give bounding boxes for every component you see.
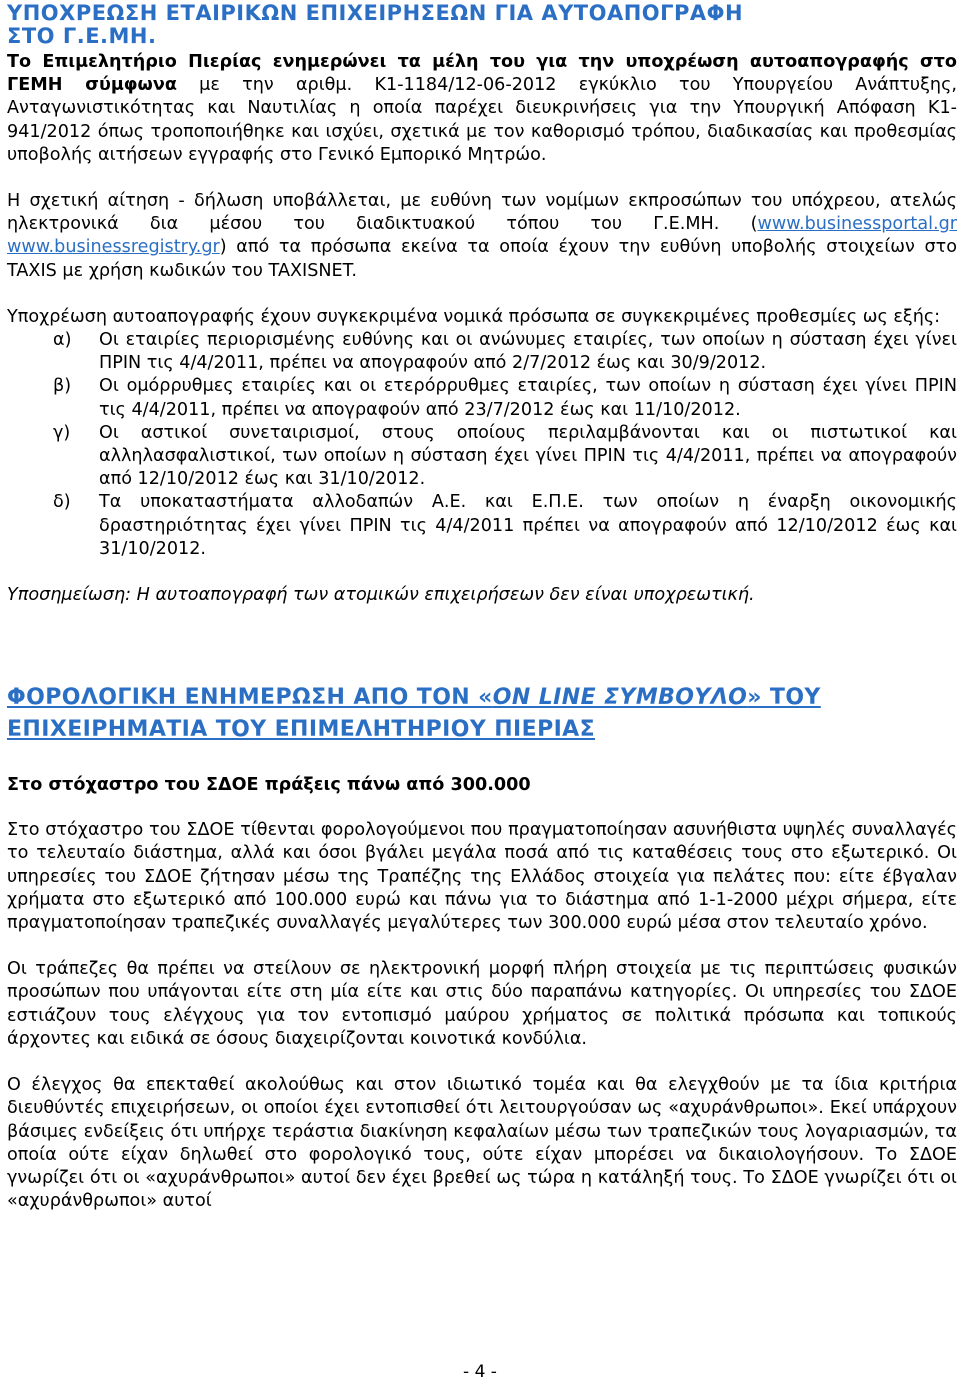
obligation-list [7, 329, 957, 561]
application-text-after: από τα πρόσωπα εκείνα τα οποία έχουν την ευθύνη υποβολής στοιχείων στο TAXIS με χρήση κωδικών του TAXISNET. [7, 237, 957, 281]
list-item [7, 375, 957, 421]
businessregistry-link[interactable]: www.businessregistry.gr [7, 237, 220, 258]
list-item-text: Τα υποκαταστήματα αλλοδαπών Α.Ε. και Ε.Π.Ε. των οποίων η έναρξη οικονομικής δραστηριότητας έχει γίνει ΠΡΙΝ τις 4/4/2011 πρέπει να απογραφούν από 12/10/2012 έως και 31/10/2012. [99, 492, 957, 559]
section2-paragraph-2: Οι τράπεζες θα πρέπει να στείλουν σε ηλεκτρονική μορφή πλήρη στοιχεία με τις περιπτώσεις φυσικών προσώπων που υπάγονται είτε στη μία είτε και στις δύο παραπάνω κατηγορίες. Οι υπηρεσίες του ΣΔΟΕ εστιάζουν τους ελέγχους για τον εντοπισμό μαύρου χρήματος σε πολιτικά πρόσωπα και τοπικούς άρχοντες και ειδικά σε όσους διαχειρίζονται κοινοτικά κονδύλια. [7, 959, 957, 1049]
businessportal-link[interactable]: www.businessportal.gr [757, 214, 957, 235]
footnote: Υποσημείωση: Η αυτοαπογραφή των ατομικών επιχειρήσεων δεν είναι υποχρεωτική. [7, 585, 755, 606]
section2-title-before: ΦΟΡΟΛΟΓΙΚΗ ΕΝΗΜΕΡΩΣΗ ΑΠΟ ΤΟΝ « [7, 685, 493, 711]
list-item-text: Οι εταιρίες περιορισμένης ευθύνης και οι ανώνυμες εταιρίες, των οποίων η σύσταση έχει γίνει ΠΡΙΝ τις 4/4/2011, πρέπει να απογραφούν από 2/7/2012 έως και 30/9/2012. [99, 330, 957, 374]
list-item-text: Οι αστικοί συνεταιρισμοί, στους οποίους περιλαμβάνονται και οι πιστωτικοί και αλληλασφαλιστικοί, των οποίων η σύσταση έχει γίνει ΠΡΙΝ τις 4/4/2011, πρέπει να απογραφούν από 12/10/2012 έως και 31/10/2012. [99, 422, 957, 490]
list-item-label: γ) [53, 422, 71, 443]
section2-paragraph-1: Στο στόχαστρο του ΣΔΟΕ τίθενται φορολογούμενοι που πραγματοποίησαν ασυνήθιστα υψηλές συναλλαγές το τελευταίο διάστημα, αλλά και όσοι βγάλει μεγάλα ποσά από τις καταθέσεις τους στο εξωτερικό. Οι υπηρεσίες του ΣΔΟΕ ζήτησαν μέσω της Τραπέζης της Ελλάδος στοιχεία για πελάτες που: είτε έβγαλαν χρήματα στο εξωτερικό από 100.000 ευρώ και πάνω για το διάστημα από 1-1-2000 μέχρι σήμερα, είτε πραγματοποίησαν τραπεζικές συναλλαγές μεγαλύτερες των 300.000 ευρώ μέσα στον τελευταίο χρόνο. [7, 820, 957, 934]
list-item [7, 422, 957, 492]
list-item-label: α) [53, 330, 72, 351]
section2-subheading: Στο στόχαστρο του ΣΔΟΕ πράξεις πάνω από 300.000 [7, 775, 531, 796]
intro-rest: με την αριθμ. Κ1-1184/12-06-2012 εγκύκλιο του Υπουργείου Ανάπτυξης, Ανταγωνιστικότητας και Ναυτιλίας η οποία παρέχει διευκρινήσεις για την Υπουργική Απόφαση Κ1-941/2012 όπως τροποποιήθηκε και ισχύει, σχετικά με τον καθορισμό τρόπου, διαδικασίας και προθεσμίας υποβολής αιτήσεων εγγραφής στο Γενικό Εμπορικό Μητρώο. [7, 75, 957, 165]
list-item-label: β) [53, 376, 72, 397]
obligation-lead: Υποχρέωση αυτοαπογραφής έχουν συγκεκριμένα νομικά πρόσωπα σε συγκεκριμένες προθεσμίες ως εξής: [7, 306, 941, 327]
list-item [7, 491, 957, 561]
section1-heading-line2: ΣΤΟ Γ.Ε.ΜΗ. [7, 24, 157, 48]
list-item-text: Οι ομόρρυθμες εταιρίες και οι ετερόρρυθμες εταιρίες, των οποίων η σύσταση έχει γίνει ΠΡΙΝ τις 4/4/2011, πρέπει να απογραφούν από 23/7/2012 έως και 11/10/2012. [99, 376, 957, 420]
section2-heading [7, 682, 957, 746]
section1-heading [7, 2, 957, 48]
intro-paragraph [7, 51, 957, 167]
list-item-label: δ) [53, 492, 71, 513]
paren-close: ) [219, 237, 227, 258]
section2-paragraph-3: Ο έλεγχος θα επεκταθεί ακολούθως και στον ιδιωτικό τομέα και θα ελεγχθούν με τα ίδια κριτήρια διευθύντές επιχειρήσεων, οι οποίοι έχει εντοπισθεί ότι λειτουργούσαν ως «αχυράνθρωποι». Εκεί υπάρχουν βάσιμες ενδείξεις ότι υπήρχε τεράστια διακίνηση κεφαλαίων μέσω των τραπεζικών τους λογαριασμών, τα οποία ούτε είχαν δηλωθεί στο φορολογικό τους, ούτε είχαν μπορέσει να δικαιολογήσουν. Το ΣΔΟΕ γνωρίζει ότι οι «αχυράνθρωποι» αυτοί δεν έχει βρεθεί ως τώρα η κατάληξή τους. Το ΣΔΟΕ γνωρίζει ότι οι «αχυράνθρωποι» αυτοί [7, 1075, 957, 1212]
application-paragraph [7, 190, 957, 283]
application-text-before: Η σχετική αίτηση - δήλωση υποβάλλεται, με ευθύνη των νομίμων εκπροσώπων του υπόχρεου, ατελώς ηλεκτρονικά δια μέσου του διαδικτυακού τόπου του Γ.Ε.ΜΗ. [7, 191, 957, 235]
page-number: - 4 - [463, 1362, 497, 1382]
intro-bold: Το Επιμελητήριο Πιερίας ενημερώνει τα μέλη του για την υποχρέωση αυτοαπογραφής στο ΓΕΜΗ σύμφωνα [7, 52, 957, 96]
section2-title-italic: ON LINE ΣΥΜΒΟΥΛΟ [492, 685, 748, 711]
document-page [7, 0, 957, 1213]
section2-title-after: » ΤΟΥ ΕΠΙΧΕΙΡΗΜΑΤΙΑ ΤΟΥ ΕΠΙΜΕΛΗΤΗΡΙΟΥ ΠΙΕΡΙΑΣ [7, 685, 821, 743]
paren-open: ( [750, 214, 758, 235]
list-item [7, 329, 957, 375]
section1-heading-line1: ΥΠΟΧΡΕΩΣΗ ΕΤΑΙΡΙΚΩΝ ΕΠΙΧΕΙΡΗΣΕΩΝ ΓΙΑ ΑΥΤΟΑΠΟΓΡΑΦΗ [7, 1, 744, 25]
